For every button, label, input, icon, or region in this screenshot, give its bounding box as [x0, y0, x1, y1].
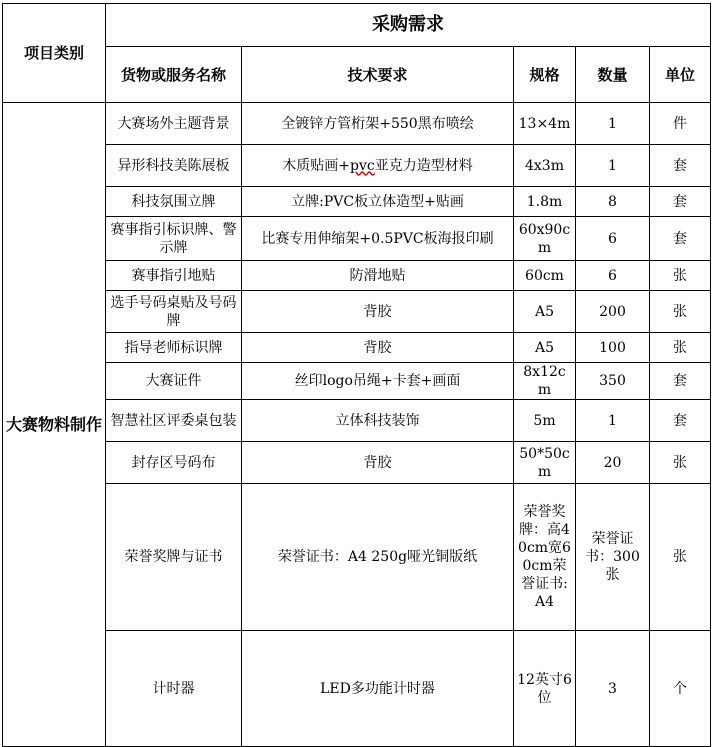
item-spec: 5m [514, 400, 576, 442]
header-spec: 规格 [514, 47, 576, 103]
table-row [3, 187, 711, 217]
table-row [3, 103, 711, 145]
item-unit: 张 [650, 333, 711, 363]
table-row [3, 291, 711, 333]
item-unit: 套 [650, 145, 711, 187]
item-tech: 防滑地贴 [242, 261, 514, 291]
item-spec: 4x3m [514, 145, 576, 187]
item-spec: 60x90cm [514, 217, 576, 261]
item-name: 大赛证件 [106, 363, 242, 400]
header-quantity: 数量 [576, 47, 650, 103]
item-name: 科技氛围立牌 [106, 187, 242, 217]
item-name: 赛事指引地贴 [106, 261, 242, 291]
table-row [3, 217, 711, 261]
item-spec: A5 [514, 333, 576, 363]
item-tech-part: 木质贴画+ [282, 157, 350, 174]
item-name: 大赛场外主题背景 [106, 103, 242, 145]
item-qty: 1 [576, 145, 650, 187]
spellcheck-marked-text: pvc [350, 157, 375, 174]
header-group-title: 采购需求 [106, 4, 711, 47]
item-qty: 20 [576, 442, 650, 484]
item-spec: 1.8m [514, 187, 576, 217]
item-qty: 100 [576, 333, 650, 363]
item-qty: 6 [576, 217, 650, 261]
category-cell: 大赛物料制作 [3, 103, 106, 747]
item-unit: 件 [650, 103, 711, 145]
item-spec: 50*50cm [514, 442, 576, 484]
item-unit: 张 [650, 442, 711, 484]
header-row-top [3, 4, 711, 47]
item-name: 指导老师标识牌 [106, 333, 242, 363]
table-row [3, 261, 711, 291]
item-tech: 全镀锌方管桁架+550黑布喷绘 [242, 103, 514, 145]
item-tech: 背胶 [242, 291, 514, 333]
header-row-columns [3, 47, 711, 103]
item-qty: 8 [576, 187, 650, 217]
item-name: 计时器 [106, 631, 242, 747]
item-qty: 1 [576, 103, 650, 145]
procurement-table [2, 3, 711, 747]
item-tech: 立牌:PVC板立体造型+贴画 [242, 187, 514, 217]
item-unit: 张 [650, 484, 711, 631]
item-qty: 1 [576, 400, 650, 442]
item-unit: 套 [650, 187, 711, 217]
item-qty: 200 [576, 291, 650, 333]
table-row [3, 442, 711, 484]
table-row [3, 333, 711, 363]
item-tech: 背胶 [242, 333, 514, 363]
item-name: 智慧社区评委桌包装 [106, 400, 242, 442]
item-spec: 荣誉奖牌：高40cm宽60cm荣誉证书:A4 [514, 484, 576, 631]
item-spec: A5 [514, 291, 576, 333]
table-row [3, 145, 711, 187]
item-unit: 套 [650, 400, 711, 442]
table-row [3, 400, 711, 442]
item-unit: 张 [650, 291, 711, 333]
item-qty: 6 [576, 261, 650, 291]
item-name: 异形科技美陈展板 [106, 145, 242, 187]
item-tech [242, 145, 514, 187]
item-spec: 60cm [514, 261, 576, 291]
item-qty: 350 [576, 363, 650, 400]
item-name: 选手号码桌贴及号码牌 [106, 291, 242, 333]
item-spec: 13×4m [514, 103, 576, 145]
item-spec: 12英寸6位 [514, 631, 576, 747]
item-tech-part: 亚克力造型材料 [374, 157, 473, 174]
item-unit: 个 [650, 631, 711, 747]
item-spec: 8x12cm [514, 363, 576, 400]
item-name: 赛事指引标识牌、警示牌 [106, 217, 242, 261]
item-tech: 比赛专用伸缩架+0.5PVC板海报印刷 [242, 217, 514, 261]
table-row [3, 631, 711, 747]
table-row [3, 363, 711, 400]
item-qty: 3 [576, 631, 650, 747]
item-tech: LED多功能计时器 [242, 631, 514, 747]
item-tech: 背胶 [242, 442, 514, 484]
item-qty: 荣誉证书：300张 [576, 484, 650, 631]
header-unit: 单位 [650, 47, 711, 103]
header-tech-requirements: 技术要求 [242, 47, 514, 103]
header-category: 项目类别 [3, 4, 106, 103]
item-unit: 张 [650, 261, 711, 291]
item-unit: 套 [650, 363, 711, 400]
item-name: 荣誉奖牌与证书 [106, 484, 242, 631]
header-item-name: 货物或服务名称 [106, 47, 242, 103]
item-tech: 荣誉证书：A4 250g哑光铜版纸 [242, 484, 514, 631]
item-tech: 立体科技装饰 [242, 400, 514, 442]
item-name: 封存区号码布 [106, 442, 242, 484]
table-row [3, 484, 711, 631]
item-unit: 套 [650, 217, 711, 261]
item-tech: 丝印logo吊绳+卡套+画面 [242, 363, 514, 400]
